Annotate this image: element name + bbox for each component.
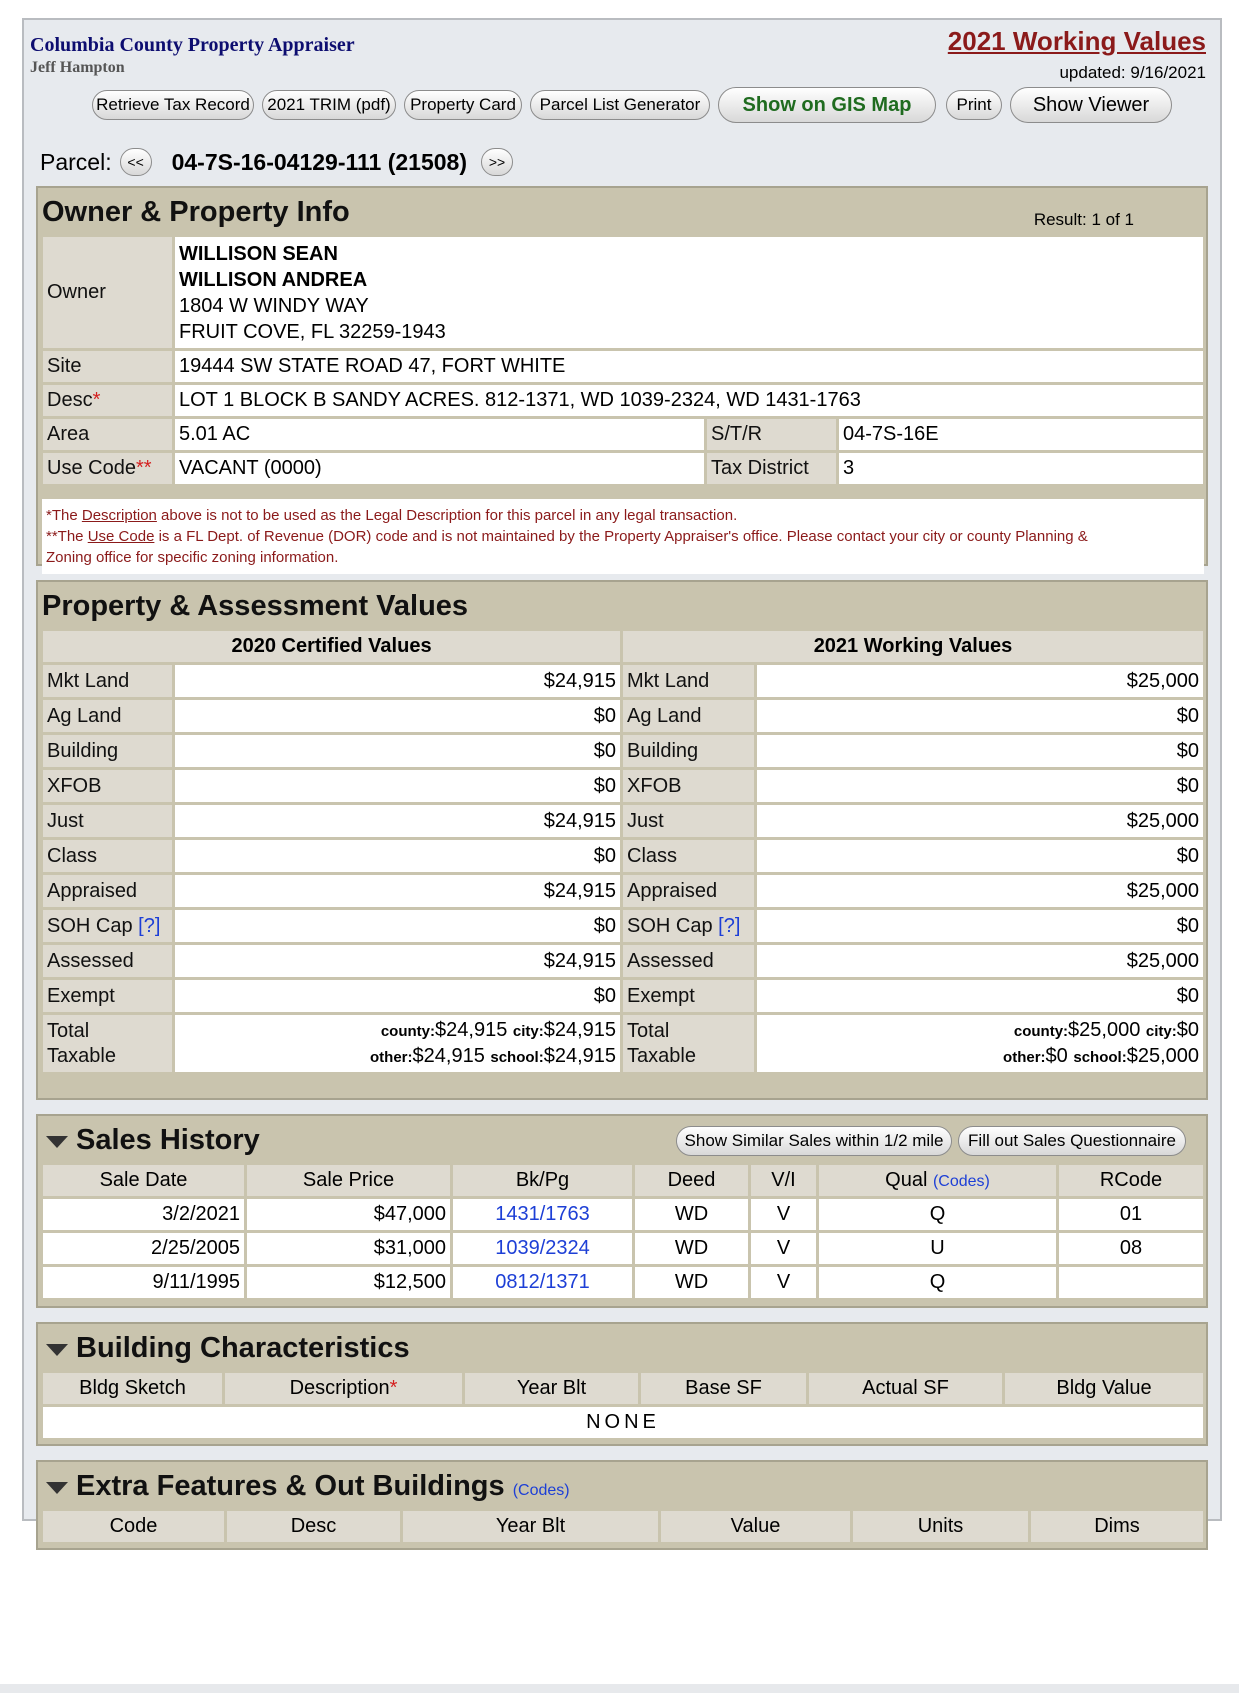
col-2021-header: 2021 Working Values <box>622 630 1205 664</box>
collapse-triangle-icon[interactable] <box>46 1482 68 1494</box>
value-row <box>42 909 1205 944</box>
row-label: Just <box>42 804 174 839</box>
value-2021: $0 <box>756 769 1205 804</box>
value-row <box>42 769 1205 804</box>
owner-label: Owner <box>42 236 174 350</box>
table-row <box>42 1232 1205 1266</box>
total-taxable-label: Total Taxable <box>42 1014 174 1074</box>
desc-star: * <box>92 389 101 411</box>
row-label: SOH Cap [?] <box>622 909 756 944</box>
extra-section-title: Extra Features & Out Buildings (Codes) <box>76 1470 570 1502</box>
assessment-values-section <box>36 580 1208 1100</box>
rcode: 01 <box>1058 1198 1205 1232</box>
value-2021: $0 <box>756 909 1205 944</box>
desc-label: Desc* <box>42 384 174 418</box>
parcel-nav <box>40 142 513 182</box>
value-2020: $0 <box>174 839 622 874</box>
value-2020: $24,915 <box>174 874 622 909</box>
prev-parcel-button[interactable]: << <box>120 148 152 176</box>
col-qual: Qual (Codes) <box>818 1164 1058 1198</box>
total-taxable-label: Total Taxable <box>622 1014 756 1074</box>
property-record-page <box>22 18 1222 1537</box>
value-row <box>42 699 1205 734</box>
str-label: S/T/R <box>706 418 838 452</box>
next-parcel-button[interactable]: >> <box>481 148 513 176</box>
value-2020: $0 <box>174 699 622 734</box>
header-right <box>948 26 1206 83</box>
col-actual-sf: Actual SF <box>808 1372 1004 1406</box>
value-row <box>42 734 1205 769</box>
sales-table <box>40 1162 1206 1301</box>
col-desc: Desc <box>226 1510 402 1544</box>
value-row <box>42 664 1205 699</box>
row-label: Class <box>622 839 756 874</box>
col-sale-date: Sale Date <box>42 1164 246 1198</box>
owner-address-1: 1804 W WINDY WAY <box>179 294 369 317</box>
value-2020: $24,915 <box>174 804 622 839</box>
header-left <box>30 34 355 77</box>
value-2021: $0 <box>756 979 1205 1014</box>
value-row <box>42 944 1205 979</box>
sale-date: 9/11/1995 <box>42 1266 246 1300</box>
str-value: 04-7S-16E <box>838 418 1205 452</box>
soh-help-link[interactable]: [?] <box>138 914 161 937</box>
vi: V <box>750 1198 818 1232</box>
building-section <box>36 1322 1208 1446</box>
value-2021: $0 <box>756 734 1205 769</box>
qual-codes-link[interactable]: (Codes) <box>932 1173 990 1190</box>
row-label: Exempt <box>42 979 174 1014</box>
sales-history-section <box>36 1114 1208 1308</box>
rcode <box>1058 1266 1205 1300</box>
row-label: Class <box>42 839 174 874</box>
values-section-title: Property & Assessment Values <box>42 590 469 622</box>
row-label: Exempt <box>622 979 756 1014</box>
qual: Q <box>818 1266 1058 1300</box>
table-row <box>42 1198 1205 1232</box>
no-buildings: NONE <box>42 1406 1205 1440</box>
soh-help-link[interactable]: [?] <box>718 914 741 937</box>
col-rcode: RCode <box>1058 1164 1205 1198</box>
description-link[interactable]: Description <box>81 507 157 524</box>
deed: WD <box>634 1198 750 1232</box>
vi: V <box>750 1232 818 1266</box>
bkpg-link[interactable]: 1039/2324 <box>452 1232 634 1266</box>
value-2021: $25,000 <box>756 874 1205 909</box>
collapse-triangle-icon[interactable] <box>46 1136 68 1148</box>
area-value: 5.01 AC <box>174 418 706 452</box>
app-title: Columbia County Property Appraiser <box>30 34 355 56</box>
row-label: Ag Land <box>622 699 756 734</box>
building-section-header[interactable] <box>38 1324 1206 1370</box>
total-taxable-2020: county:$24,915 city:$24,915 other:$24,915 school:$24,915 <box>174 1014 622 1074</box>
site-label: Site <box>42 350 174 384</box>
property-card-button[interactable]: Property Card <box>404 90 522 120</box>
row-label: XFOB <box>42 769 174 804</box>
toolbar <box>24 90 1224 130</box>
use-code-note-line2: Zoning office for specific zoning information. <box>46 549 339 566</box>
row-label: Mkt Land <box>622 664 756 699</box>
trim-pdf-button[interactable]: 2021 TRIM (pdf) <box>262 90 396 120</box>
owner-name-2: WILLISON ANDREA <box>179 268 368 291</box>
value-row <box>42 874 1205 909</box>
col-deed: Deed <box>634 1164 750 1198</box>
owner-name-1: WILLISON SEAN <box>179 242 338 265</box>
use-code-star: ** <box>135 457 152 479</box>
value-2021: $25,000 <box>756 664 1205 699</box>
disclaimer-notes <box>42 499 1204 574</box>
app-subtitle: Jeff Hampton <box>30 59 125 76</box>
rcode: 08 <box>1058 1232 1205 1266</box>
col-bldg-value: Bldg Value <box>1004 1372 1205 1406</box>
value-row <box>42 839 1205 874</box>
building-section-title: Building Characteristics <box>76 1332 410 1364</box>
owner-value <box>174 236 1205 350</box>
col-year-blt: Year Blt <box>464 1372 640 1406</box>
row-label: Appraised <box>622 874 756 909</box>
row-label: SOH Cap [?] <box>42 909 174 944</box>
sales-section-header[interactable] <box>38 1116 1206 1162</box>
use-code-label: Use Code** <box>42 452 174 486</box>
value-2020: $0 <box>174 734 622 769</box>
col-dims: Dims <box>1030 1510 1205 1544</box>
row-label: XFOB <box>622 769 756 804</box>
col-units: Units <box>852 1510 1030 1544</box>
table-row <box>42 1266 1205 1300</box>
value-2020: $0 <box>174 769 622 804</box>
owner-info-table <box>40 234 1206 487</box>
parcel-list-generator-button[interactable]: Parcel List Generator <box>530 90 710 120</box>
use-code-note: **The Use Code is a FL Dept. of Revenue (DOR) code and is not maintained by the Property Appraiser's office. Please contact your city or county Planning & <box>46 528 1088 545</box>
values-table <box>40 628 1206 1075</box>
gis-map-button[interactable]: Show on GIS Map <box>718 87 936 123</box>
col-code: Code <box>42 1510 226 1544</box>
vi: V <box>750 1266 818 1300</box>
tax-district-value: 3 <box>838 452 1205 486</box>
row-label: Appraised <box>42 874 174 909</box>
col-base-sf: Base SF <box>640 1372 808 1406</box>
sale-date: 2/25/2005 <box>42 1232 246 1266</box>
extra-codes-link[interactable]: (Codes) <box>512 1482 570 1499</box>
col-2020-header: 2020 Certified Values <box>42 630 622 664</box>
total-taxable-2021: county:$25,000 city:$0 other:$0 school:$25,000 <box>756 1014 1205 1074</box>
value-row <box>42 979 1205 1014</box>
deed: WD <box>634 1266 750 1300</box>
similar-sales-button[interactable]: Show Similar Sales within 1/2 mile <box>676 1126 952 1156</box>
tax-district-label: Tax District <box>706 452 838 486</box>
show-viewer-button[interactable]: Show Viewer <box>1010 87 1172 123</box>
value-2020: $24,915 <box>174 664 622 699</box>
desc-value: LOT 1 BLOCK B SANDY ACRES. 812-1371, WD 1039-2324, WD 1431-1763 <box>174 384 1205 418</box>
parcel-label: Parcel: <box>40 148 112 175</box>
area-label: Area <box>42 418 174 452</box>
qual: U <box>818 1232 1058 1266</box>
collapse-triangle-icon[interactable] <box>46 1344 68 1356</box>
sale-price: $12,500 <box>246 1266 452 1300</box>
sales-section-title: Sales History <box>76 1124 260 1156</box>
value-2021: $25,000 <box>756 944 1205 979</box>
description-star: * <box>389 1377 398 1399</box>
qual: Q <box>818 1198 1058 1232</box>
col-year-blt: Year Blt <box>402 1510 660 1544</box>
owner-property-section <box>36 186 1208 566</box>
col-vi: V/I <box>750 1164 818 1198</box>
total-taxable-row <box>42 1014 1205 1074</box>
row-label: Mkt Land <box>42 664 174 699</box>
description-note: *The Description above is not to be used as the Legal Description for this parcel in any legal transaction. <box>46 507 738 524</box>
updated-date: updated: 9/16/2021 <box>1059 63 1206 82</box>
owner-section-title: Owner & Property Info <box>42 196 350 228</box>
value-row <box>42 804 1205 839</box>
row-label: Assessed <box>42 944 174 979</box>
result-count: Result: 1 of 1 <box>1033 210 1134 229</box>
value-2021: $25,000 <box>756 804 1205 839</box>
use-code-value: VACANT (0000) <box>174 452 706 486</box>
sale-date: 3/2/2021 <box>42 1198 246 1232</box>
building-table <box>40 1370 1206 1441</box>
row-label: Just <box>622 804 756 839</box>
parcel-id: 04-7S-16-04129-111 (21508) <box>171 148 467 175</box>
bottom-bar <box>0 1684 1239 1693</box>
working-values-link[interactable]: 2021 Working Values <box>947 26 1206 56</box>
row-label: Building <box>622 734 756 769</box>
site-value: 19444 SW STATE ROAD 47, FORT WHITE <box>174 350 1205 384</box>
extra-features-section <box>36 1460 1208 1550</box>
sale-price: $47,000 <box>246 1198 452 1232</box>
use-code-link[interactable]: Use Code <box>87 528 155 545</box>
row-label: Assessed <box>622 944 756 979</box>
retrieve-tax-record-button[interactable]: Retrieve Tax Record <box>92 90 254 120</box>
bkpg-link[interactable]: 1431/1763 <box>452 1198 634 1232</box>
bkpg-link[interactable]: 0812/1371 <box>452 1266 634 1300</box>
col-bkpg: Bk/Pg <box>452 1164 634 1198</box>
col-description: Description* <box>224 1372 464 1406</box>
value-2020: $0 <box>174 909 622 944</box>
owner-address-2: FRUIT COVE, FL 32259-1943 <box>179 320 446 343</box>
sale-price: $31,000 <box>246 1232 452 1266</box>
row-label: Building <box>42 734 174 769</box>
deed: WD <box>634 1232 750 1266</box>
extra-features-table <box>40 1508 1206 1545</box>
extra-section-header[interactable] <box>38 1462 1206 1508</box>
col-bldg-sketch: Bldg Sketch <box>42 1372 224 1406</box>
value-2021: $0 <box>756 839 1205 874</box>
sales-questionnaire-button[interactable]: Fill out Sales Questionnaire <box>958 1126 1186 1156</box>
value-2020: $0 <box>174 979 622 1014</box>
row-label: Ag Land <box>42 699 174 734</box>
col-value: Value <box>660 1510 852 1544</box>
owner-section-header <box>38 188 1206 234</box>
col-sale-price: Sale Price <box>246 1164 452 1198</box>
print-button[interactable]: Print <box>946 90 1002 120</box>
values-section-header <box>38 582 1206 628</box>
value-2021: $0 <box>756 699 1205 734</box>
value-2020: $24,915 <box>174 944 622 979</box>
